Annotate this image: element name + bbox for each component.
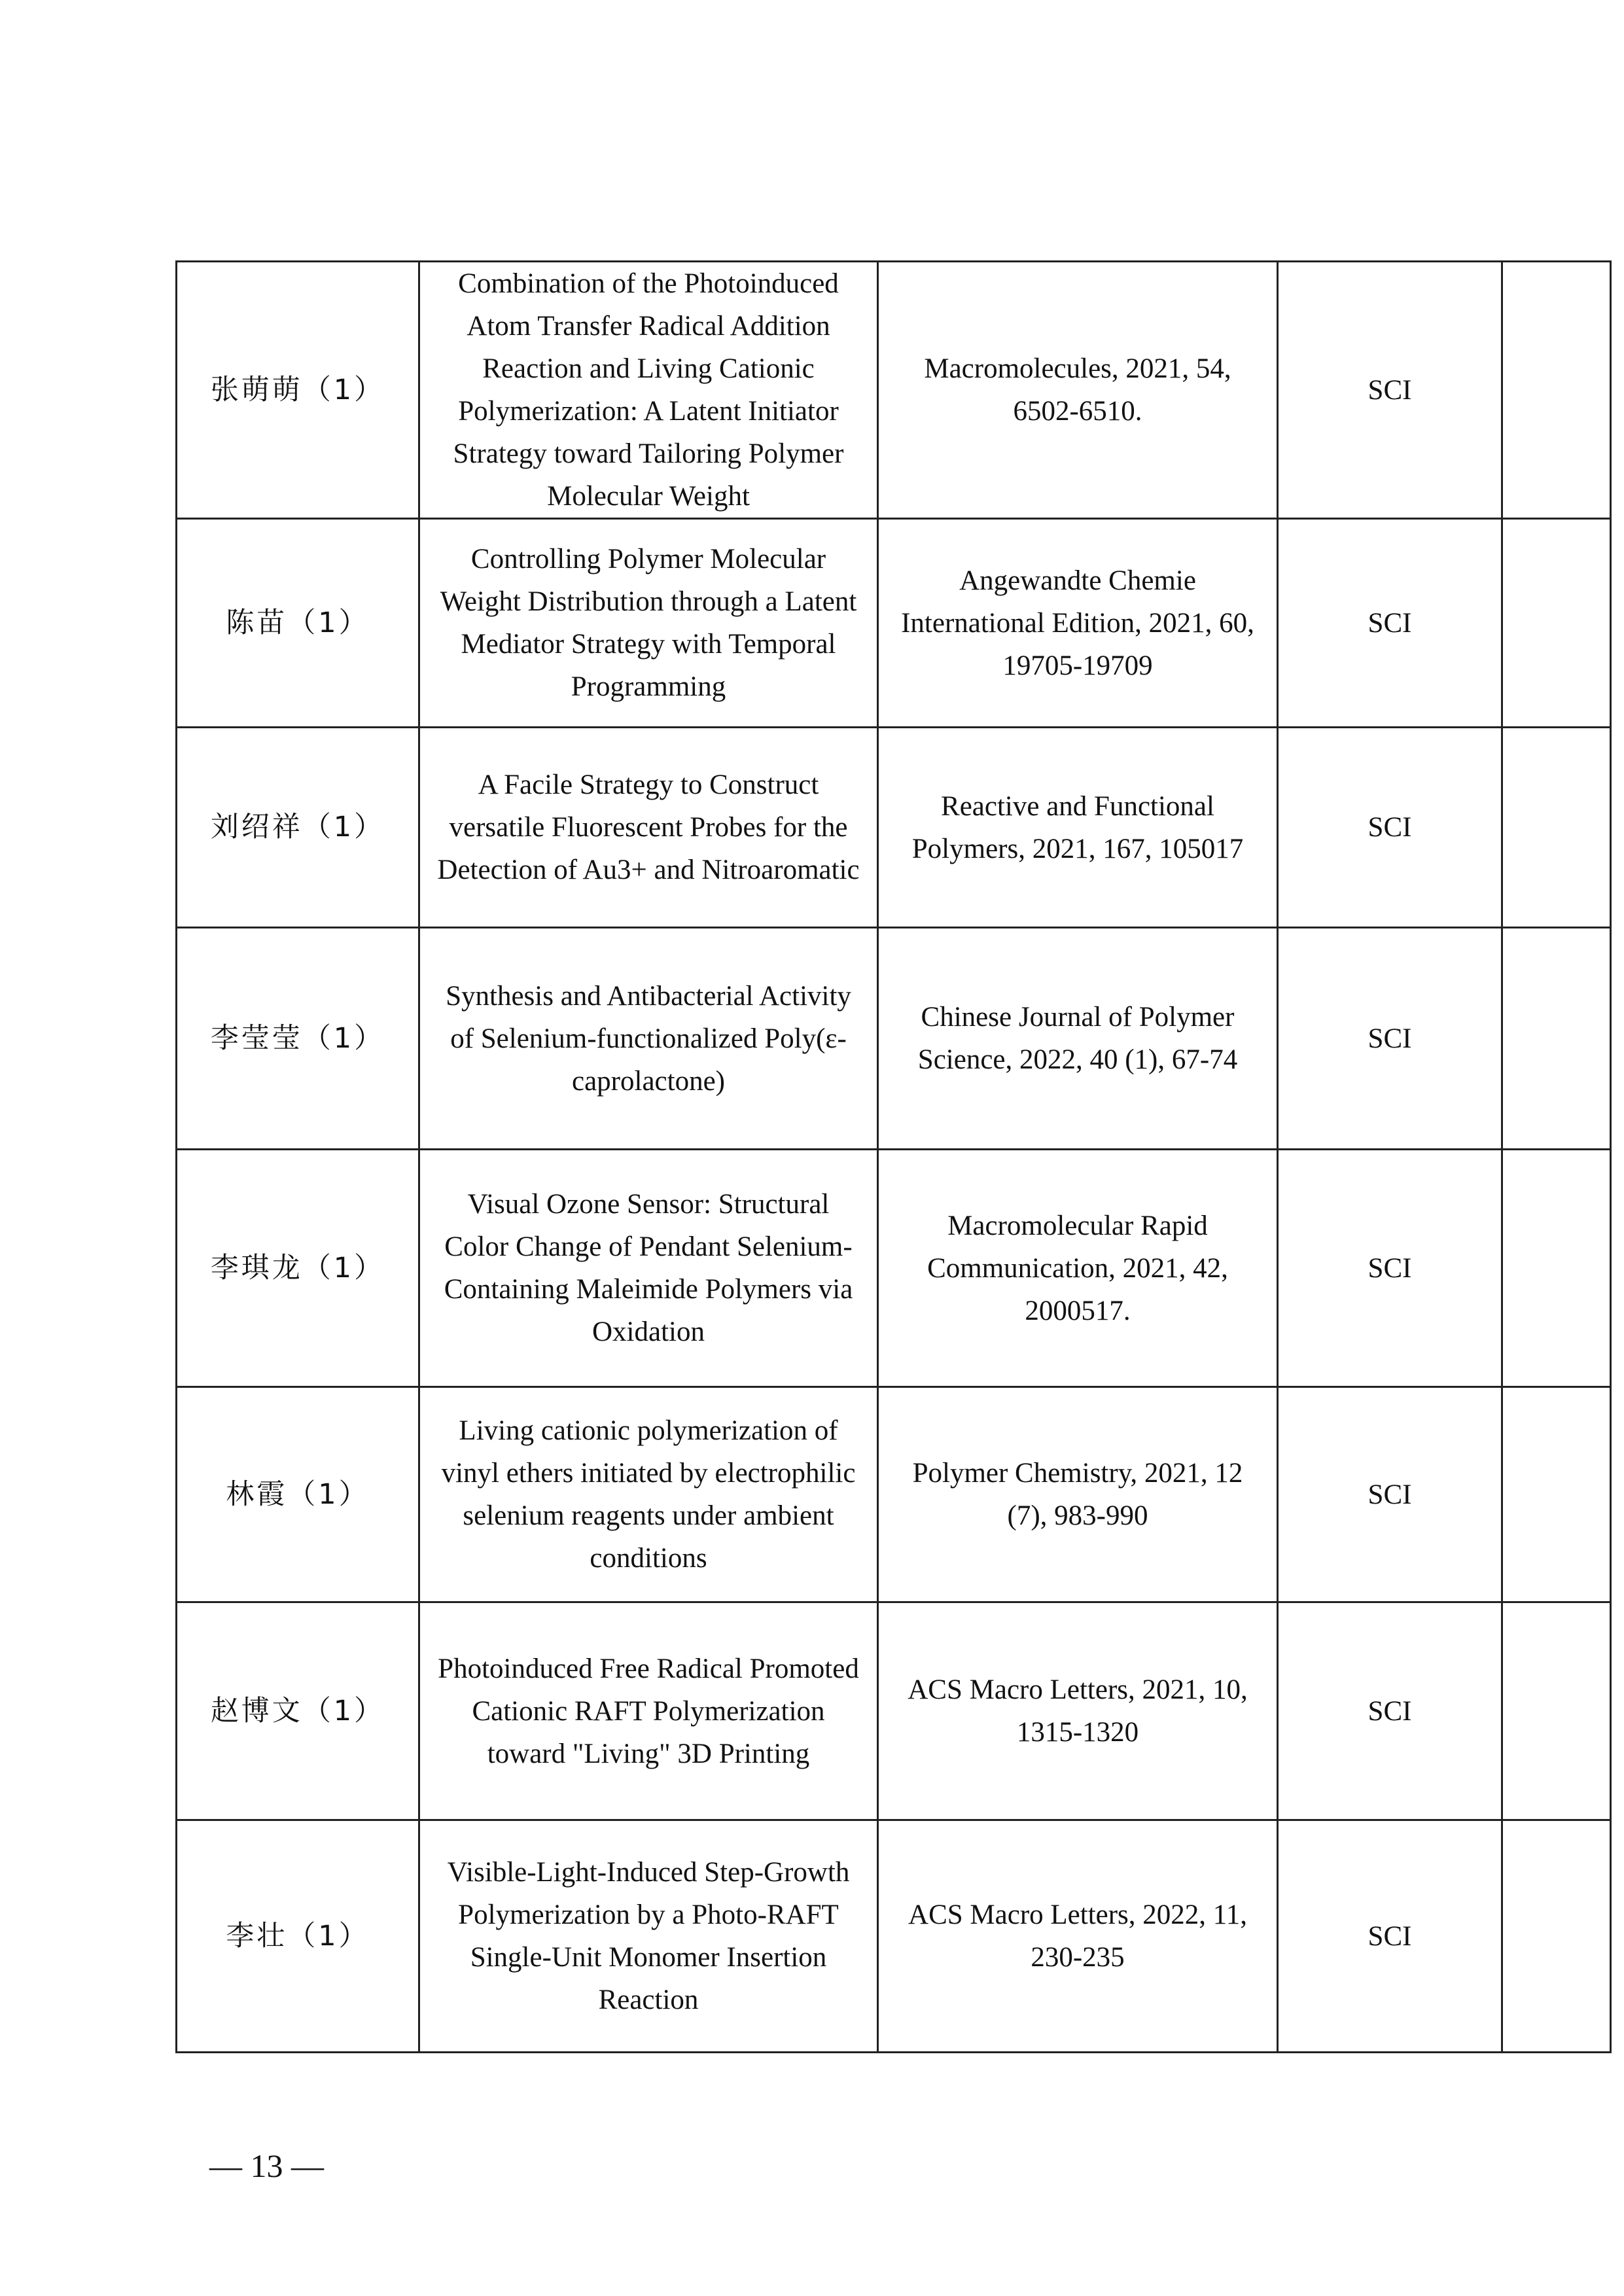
- paper-title-cell: Combination of the Photoinduced Atom Transfer Radical Addition Reaction and Living Cationic Polymerization: A Latent Initiator Strategy toward Tailoring Polymer Molecular Weight: [419, 262, 878, 519]
- author-cell: 林霞（1）: [177, 1387, 419, 1602]
- page-number: — 13 —: [209, 2147, 324, 2184]
- paper-title-cell: Synthesis and Antibacterial Activity of Selenium-functionalized Poly(ε-caprolactone): [419, 928, 878, 1150]
- journal-cell: Macromolecular Rapid Communication, 2021, 42, 2000517.: [878, 1150, 1278, 1387]
- remark-cell: [1502, 1387, 1611, 1602]
- paper-title-cell: Visual Ozone Sensor: Structural Color Change of Pendant Selenium-Containing Maleimide Polymers via Oxidation: [419, 1150, 878, 1387]
- remark-cell: [1502, 928, 1611, 1150]
- author-cell: 李琪龙（1）: [177, 1150, 419, 1387]
- paper-title-cell: Controlling Polymer Molecular Weight Distribution through a Latent Mediator Strategy with Temporal Programming: [419, 519, 878, 728]
- author-cell: 赵博文（1）: [177, 1602, 419, 1820]
- journal-cell: Reactive and Functional Polymers, 2021, 167, 105017: [878, 728, 1278, 928]
- remark-cell: [1502, 262, 1611, 519]
- table-row: [177, 1602, 1611, 1820]
- table-row: [177, 262, 1611, 519]
- table-row: [177, 928, 1611, 1150]
- author-cell: 张萌萌（1）: [177, 262, 419, 519]
- paper-title-cell: A Facile Strategy to Construct versatile Fluorescent Probes for the Detection of Au3+ and Nitroaromatic: [419, 728, 878, 928]
- paper-title-cell: Photoinduced Free Radical Promoted Cationic RAFT Polymerization toward "Living" 3D Printing: [419, 1602, 878, 1820]
- remark-cell: [1502, 1150, 1611, 1387]
- remark-cell: [1502, 728, 1611, 928]
- paper-title-cell: Visible-Light-Induced Step-Growth Polymerization by a Photo-RAFT Single-Unit Monomer Insertion Reaction: [419, 1820, 878, 2053]
- index-cell: SCI: [1278, 1387, 1502, 1602]
- remark-cell: [1502, 1820, 1611, 2053]
- table-row: [177, 519, 1611, 728]
- index-cell: SCI: [1278, 262, 1502, 519]
- index-cell: SCI: [1278, 728, 1502, 928]
- index-cell: SCI: [1278, 1150, 1502, 1387]
- index-cell: SCI: [1278, 1820, 1502, 2053]
- journal-cell: Macromolecules, 2021, 54, 6502-6510.: [878, 262, 1278, 519]
- journal-cell: ACS Macro Letters, 2021, 10, 1315-1320: [878, 1602, 1278, 1820]
- index-cell: SCI: [1278, 928, 1502, 1150]
- table-row: [177, 1387, 1611, 1602]
- author-cell: 李壮（1）: [177, 1820, 419, 2053]
- remark-cell: [1502, 1602, 1611, 1820]
- index-cell: SCI: [1278, 519, 1502, 728]
- paper-title-cell: Living cationic polymerization of vinyl ethers initiated by electrophilic selenium reagents under ambient conditions: [419, 1387, 878, 1602]
- journal-cell: Polymer Chemistry, 2021, 12 (7), 983-990: [878, 1387, 1278, 1602]
- table-row: [177, 1150, 1611, 1387]
- author-cell: 李莹莹（1）: [177, 928, 419, 1150]
- index-cell: SCI: [1278, 1602, 1502, 1820]
- publication-table: [175, 260, 1612, 2053]
- journal-cell: ACS Macro Letters, 2022, 11, 230-235: [878, 1820, 1278, 2053]
- remark-cell: [1502, 519, 1611, 728]
- author-cell: 陈苗（1）: [177, 519, 419, 728]
- table-row: [177, 1820, 1611, 2053]
- journal-cell: Angewandte Chemie International Edition, 2021, 60, 19705-19709: [878, 519, 1278, 728]
- table-row: [177, 728, 1611, 928]
- author-cell: 刘绍祥（1）: [177, 728, 419, 928]
- journal-cell: Chinese Journal of Polymer Science, 2022, 40 (1), 67-74: [878, 928, 1278, 1150]
